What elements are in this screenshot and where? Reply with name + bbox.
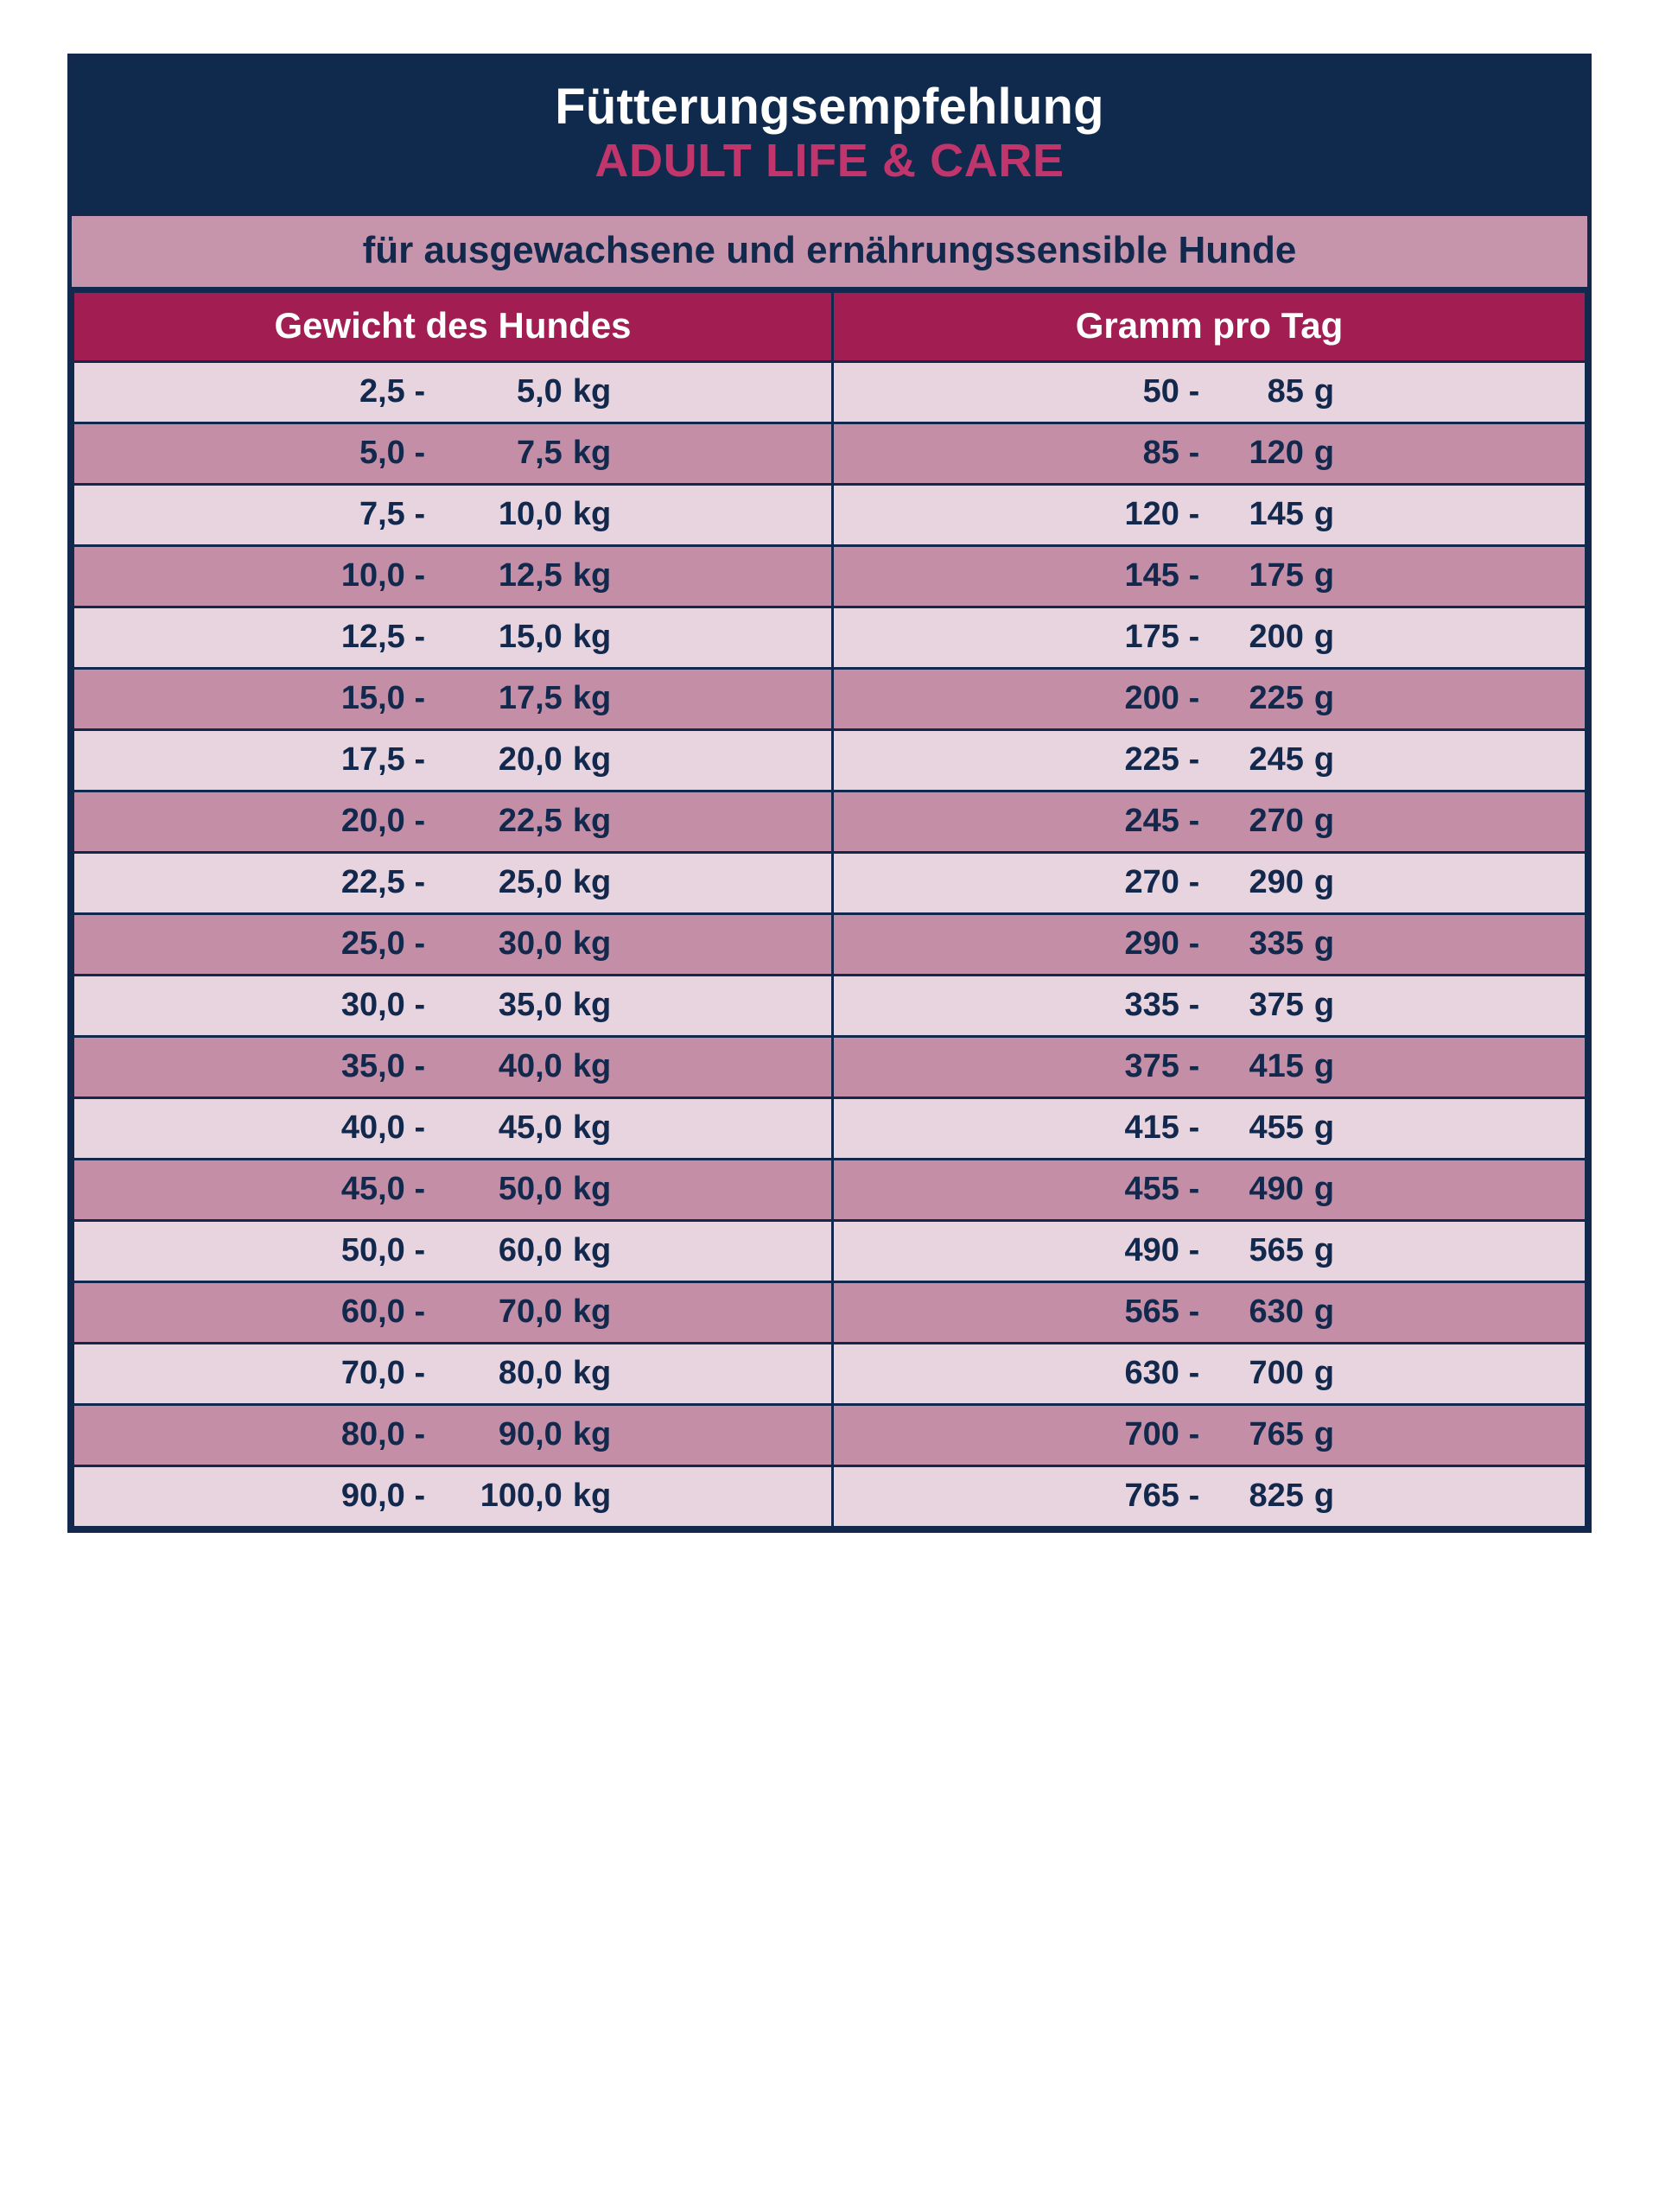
cell-weight-range: 60,0 - 70,0 kg [73, 1282, 833, 1344]
column-header-grams: Gramm pro Tag [833, 292, 1586, 362]
table-row [73, 791, 1586, 853]
feeding-recommendation-card [67, 54, 1592, 1533]
table-row [73, 914, 1586, 976]
table-row [73, 1160, 1586, 1221]
cell-grams-range: 200 - 225 g [833, 669, 1586, 730]
cell-grams-range: 120 - 145 g [833, 485, 1586, 546]
cell-weight-range: 50,0 - 60,0 kg [73, 1221, 833, 1282]
table-row [73, 853, 1586, 914]
table-row [73, 1221, 1586, 1282]
cell-weight-range: 12,5 - 15,0 kg [73, 607, 833, 669]
cell-grams-range: 415 - 455 g [833, 1098, 1586, 1160]
subtitle-text: für ausgewachsene und ernährungssensible Hunde [362, 228, 1297, 271]
cell-weight-range: 22,5 - 25,0 kg [73, 853, 833, 914]
table-header-row [73, 292, 1586, 362]
table-row [73, 546, 1586, 607]
cell-grams-range: 335 - 375 g [833, 976, 1586, 1037]
cell-grams-range: 225 - 245 g [833, 730, 1586, 791]
table-row [73, 976, 1586, 1037]
subtitle-band [72, 213, 1587, 290]
page-title: Fütterungsempfehlung [555, 79, 1104, 135]
cell-weight-range: 7,5 - 10,0 kg [73, 485, 833, 546]
cell-grams-range: 290 - 335 g [833, 914, 1586, 976]
cell-weight-range: 5,0 - 7,5 kg [73, 423, 833, 485]
cell-weight-range: 15,0 - 17,5 kg [73, 669, 833, 730]
cell-grams-range: 765 - 825 g [833, 1466, 1586, 1528]
cell-grams-range: 700 - 765 g [833, 1405, 1586, 1466]
feeding-table [72, 290, 1587, 1529]
table-row [73, 730, 1586, 791]
cell-weight-range: 20,0 - 22,5 kg [73, 791, 833, 853]
cell-grams-range: 145 - 175 g [833, 546, 1586, 607]
cell-grams-range: 50 - 85 g [833, 362, 1586, 423]
cell-grams-range: 630 - 700 g [833, 1344, 1586, 1405]
table-row [73, 485, 1586, 546]
cell-grams-range: 85 - 120 g [833, 423, 1586, 485]
title-block [72, 58, 1587, 213]
table-row [73, 1098, 1586, 1160]
cell-grams-range: 175 - 200 g [833, 607, 1586, 669]
table-row [73, 1344, 1586, 1405]
cell-weight-range: 10,0 - 12,5 kg [73, 546, 833, 607]
cell-grams-range: 245 - 270 g [833, 791, 1586, 853]
cell-weight-range: 70,0 - 80,0 kg [73, 1344, 833, 1405]
table-row [73, 1282, 1586, 1344]
cell-grams-range: 490 - 565 g [833, 1221, 1586, 1282]
cell-weight-range: 30,0 - 35,0 kg [73, 976, 833, 1037]
table-row [73, 607, 1586, 669]
column-header-weight: Gewicht des Hundes [73, 292, 833, 362]
cell-grams-range: 565 - 630 g [833, 1282, 1586, 1344]
product-line-title: ADULT LIFE & CARE [594, 135, 1065, 188]
cell-weight-range: 90,0 - 100,0 kg [73, 1466, 833, 1528]
cell-grams-range: 375 - 415 g [833, 1037, 1586, 1098]
cell-weight-range: 25,0 - 30,0 kg [73, 914, 833, 976]
table-row [73, 669, 1586, 730]
cell-weight-range: 17,5 - 20,0 kg [73, 730, 833, 791]
table-row [73, 1405, 1586, 1466]
cell-weight-range: 45,0 - 50,0 kg [73, 1160, 833, 1221]
table-row [73, 423, 1586, 485]
table-row [73, 1037, 1586, 1098]
table-row [73, 1466, 1586, 1528]
cell-weight-range: 40,0 - 45,0 kg [73, 1098, 833, 1160]
cell-weight-range: 35,0 - 40,0 kg [73, 1037, 833, 1098]
cell-weight-range: 2,5 - 5,0 kg [73, 362, 833, 423]
cell-grams-range: 270 - 290 g [833, 853, 1586, 914]
table-row [73, 362, 1586, 423]
cell-grams-range: 455 - 490 g [833, 1160, 1586, 1221]
cell-weight-range: 80,0 - 90,0 kg [73, 1405, 833, 1466]
